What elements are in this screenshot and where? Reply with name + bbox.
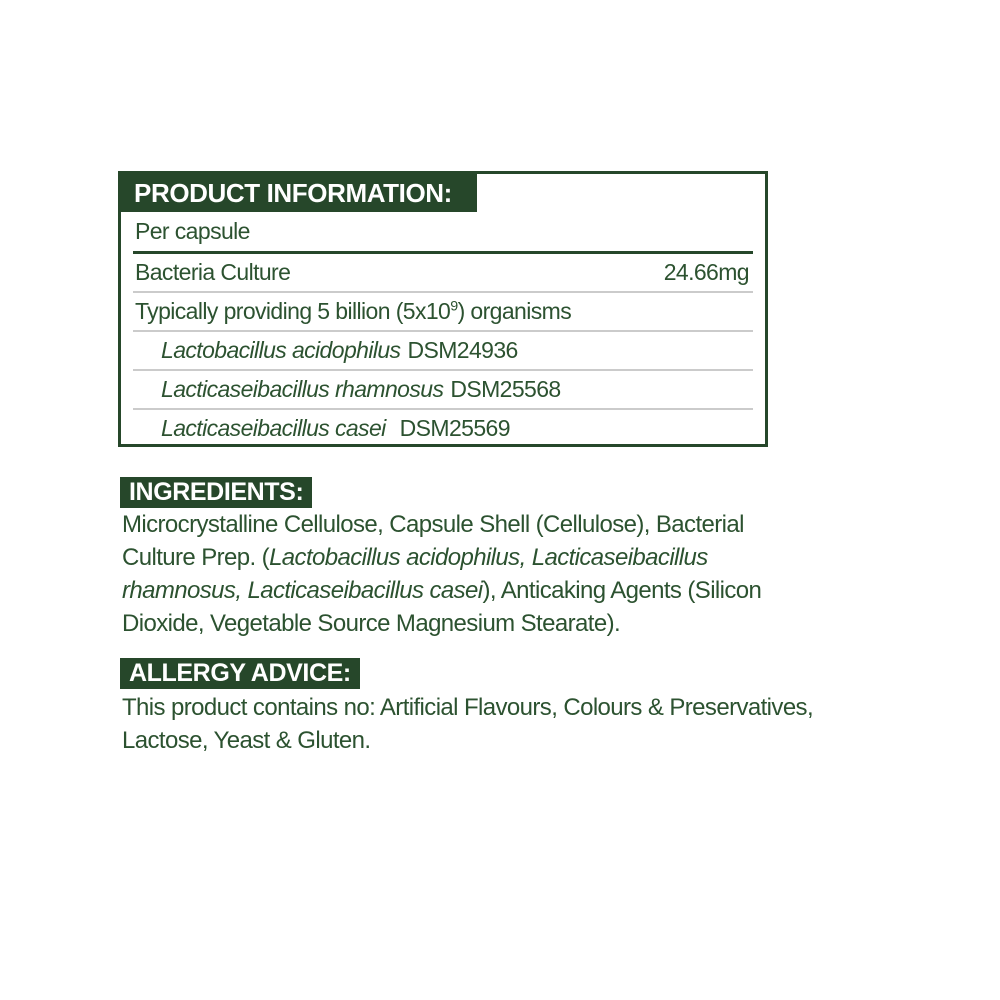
product-information-title: PRODUCT INFORMATION: bbox=[121, 174, 477, 212]
serving-row bbox=[121, 212, 765, 251]
strain-code: DSM24936 bbox=[407, 337, 518, 363]
ingredients-line2-regular: Culture Prep. ( bbox=[122, 544, 270, 571]
bacteria-culture-amount: 24.66mg bbox=[663, 259, 749, 285]
strain-text bbox=[161, 410, 510, 447]
allergy-line1: This product contains no: Artificial Flavours, Colours & Preservatives, bbox=[122, 694, 814, 721]
allergy-line bbox=[122, 691, 813, 724]
ingredients-line bbox=[122, 607, 761, 640]
strain-code: DSM25568 bbox=[450, 376, 561, 402]
strain-species: Lacticaseibacillus casei bbox=[161, 415, 386, 441]
bacteria-culture-label: Bacteria Culture bbox=[135, 259, 291, 285]
product-information-panel bbox=[118, 171, 768, 447]
allergy-advice-heading: ALLERGY ADVICE: bbox=[120, 658, 360, 689]
strain-code: DSM25569 bbox=[399, 415, 510, 441]
ingredients-heading: INGREDIENTS: bbox=[120, 477, 312, 508]
strain-text bbox=[161, 332, 518, 369]
ingredients-line4: Dioxide, Vegetable Source Magnesium Stearate). bbox=[122, 610, 621, 637]
bacteria-culture-row bbox=[121, 254, 765, 291]
strain-row bbox=[121, 332, 765, 369]
ingredients-line2-italic: Lactobacillus acidophilus, Lacticaseibacillus bbox=[269, 544, 708, 571]
providing-text-post: ) organisms bbox=[457, 298, 572, 324]
strain-species: Lactobacillus acidophilus bbox=[161, 337, 401, 363]
ingredients-line bbox=[122, 574, 761, 607]
allergy-line2: Lactose, Yeast & Gluten. bbox=[122, 727, 371, 754]
ingredients-line bbox=[122, 508, 761, 541]
serving-label: Per capsule bbox=[135, 218, 250, 244]
strain-row bbox=[121, 371, 765, 408]
allergy-line bbox=[122, 724, 813, 757]
allergy-advice-text bbox=[122, 691, 813, 757]
providing-text bbox=[135, 293, 571, 330]
strain-species: Lacticaseibacillus rhamnosus bbox=[161, 376, 444, 402]
ingredients-line bbox=[122, 541, 761, 574]
ingredients-line3-regular: ), Anticaking Agents (Silicon bbox=[482, 577, 762, 604]
providing-exponent: 9 bbox=[450, 298, 458, 315]
strain-row bbox=[121, 410, 765, 447]
providing-row bbox=[121, 293, 765, 330]
ingredients-text bbox=[122, 508, 761, 640]
ingredients-line1: Microcrystalline Cellulose, Capsule Shell (Cellulose), Bacterial bbox=[122, 511, 744, 538]
strain-text bbox=[161, 371, 561, 408]
providing-text-pre: Typically providing 5 billion (5x10 bbox=[135, 298, 451, 324]
ingredients-line3-italic: rhamnosus, Lacticaseibacillus casei bbox=[122, 577, 483, 604]
